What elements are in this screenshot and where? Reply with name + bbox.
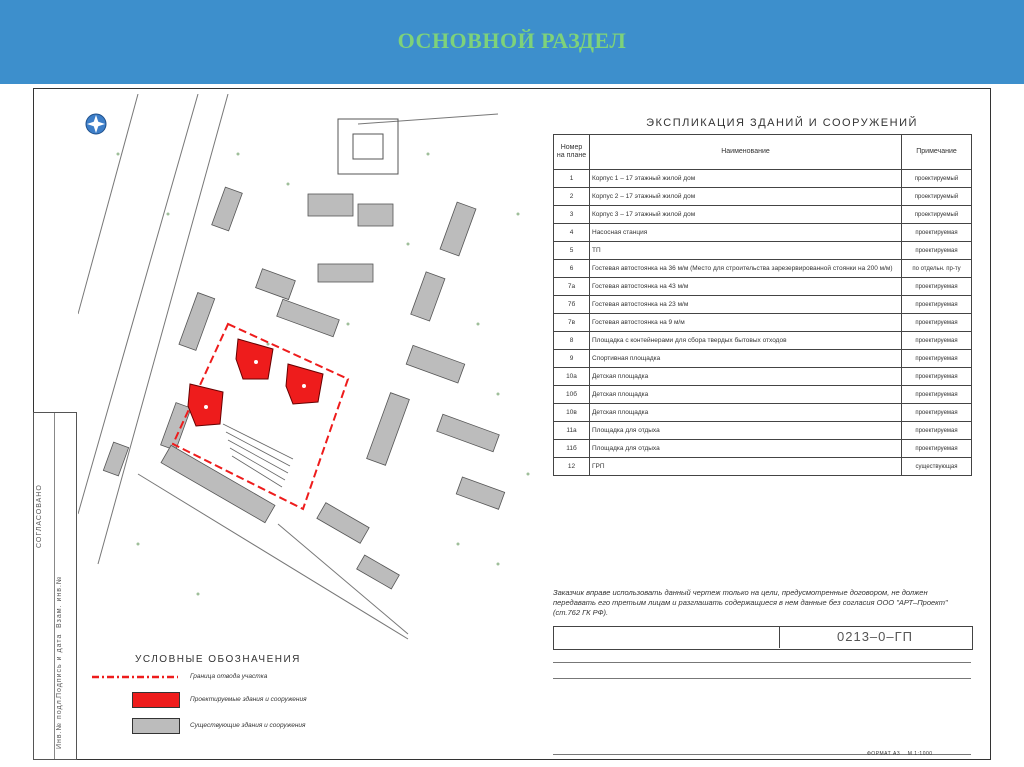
cell-note: проектируемая [902,440,972,458]
cell-name: Детская площадка [590,404,902,422]
cell-note: проектируемая [902,242,972,260]
legend-existing-label: Существующие здания и сооружения [190,722,306,729]
cell-num: 9 [554,350,590,368]
table-row [554,206,972,224]
legend-boundary-label: Граница отвода участка [190,673,268,680]
cell-name: Корпус 1 – 17 этажный жилой дом [590,170,902,188]
cell-num: 10б [554,386,590,404]
col-name-header: Наименование [590,135,902,170]
cell-note: по отдельн. пр-ту [902,260,972,278]
cell-name: Детская площадка [590,368,902,386]
cell-num: 7в [554,314,590,332]
cell-note: проектируемая [902,332,972,350]
table-row [554,278,972,296]
cell-name: Гостевая автостоянка на 43 м/м [590,278,902,296]
title-block [553,626,971,756]
table-row [554,242,972,260]
cell-note: проектируемый [902,206,972,224]
inv-label: Инв.№ подл. [56,696,63,749]
cell-name: ГРП [590,458,902,476]
cell-note: проектируемый [902,170,972,188]
building-3 [188,384,223,426]
cell-num: 4 [554,224,590,242]
cell-note: проектируемая [902,368,972,386]
cell-name: Гостевая автостоянка на 23 м/м [590,296,902,314]
table-row [554,314,972,332]
copyright-footnote: Заказчик вправе использовать данный чертеж только на цели, предусмотренные договором, не должен передавать его третьим лицам и разглашать содержащиеся в нем данные без согласия ООО "АРТ–Проект" (ст.762 ГК РФ). [553,588,948,617]
table-row [554,386,972,404]
legend-title: УСЛОВНЫЕ ОБОЗНАЧЕНИЯ [135,654,301,665]
cell-num: 7а [554,278,590,296]
site-plan-map [78,94,550,644]
format-label: ФОРМАТ А3 М 1:1000 [867,751,933,757]
cell-name: Площадка для отдыха [590,440,902,458]
cell-name: Спортивная площадка [590,350,902,368]
cell-name: Площадка для отдыха [590,422,902,440]
cell-num: 10в [554,404,590,422]
cell-name: Насосная станция [590,224,902,242]
cell-num: 12 [554,458,590,476]
explication-table [553,134,972,476]
table-row [554,350,972,368]
cell-note: проектируемая [902,350,972,368]
cell-note: проектируемая [902,422,972,440]
cell-name: ТП [590,242,902,260]
cell-note: проектируемая [902,404,972,422]
cell-name: Гостевая автостоянка на 36 м/м (Место для строительства зарезервированной стоянки на 200 м/м) [590,260,902,278]
explication-title: ЭКСПЛИКАЦИЯ ЗДАНИЙ И СООРУЖЕНИЙ [646,117,918,129]
cell-note: проектируемая [902,386,972,404]
col-note-header: Примечание [902,135,972,170]
table-row [554,368,972,386]
header-bar [0,0,1024,84]
boundary-line-swatch [92,672,182,682]
table-row [554,404,972,422]
table-row [554,422,972,440]
cell-note: проектируемый [902,188,972,206]
cell-num: 11а [554,422,590,440]
table-row [554,224,972,242]
cell-num: 11б [554,440,590,458]
table-row [554,458,972,476]
existing-swatch [132,718,180,734]
explication-block [553,112,971,476]
col-num-header: Номер на плане [554,135,590,170]
table-row [554,188,972,206]
cell-note: проектируемая [902,314,972,332]
table-row [554,332,972,350]
drawing-code: 0213–0–ГП [779,626,970,648]
cell-name: Корпус 2 – 17 этажный жилой дом [590,188,902,206]
cell-num: 8 [554,332,590,350]
cell-num: 10а [554,368,590,386]
table-row [554,260,972,278]
cell-num: 7б [554,296,590,314]
north-compass-icon [86,114,106,134]
cell-note: проектируемая [902,224,972,242]
replace-label: Взам. инв.№ [56,575,63,628]
cell-num: 6 [554,260,590,278]
table-row [554,170,972,188]
cell-num: 2 [554,188,590,206]
cell-note: проектируемая [902,296,972,314]
stamp-line [553,662,971,663]
approval-strip [33,412,77,760]
cell-num: 5 [554,242,590,260]
table-row [554,440,972,458]
cell-num: 1 [554,170,590,188]
sign-label: Подпись и дата [56,633,63,698]
cell-name: Корпус 3 – 17 этажный жилой дом [590,206,902,224]
page-title: ОСНОВНОЙ РАЗДЕЛ [397,28,627,53]
cell-num: 3 [554,206,590,224]
legend-designed-label: Проектируемые здания и сооружения [190,696,307,703]
table-row [554,296,972,314]
cell-name: Гостевая автостоянка на 9 м/м [590,314,902,332]
designed-swatch [132,692,180,708]
cell-name: Детская площадка [590,386,902,404]
cell-name: Площадка с контейнерами для сбора твердых бытовых отходов [590,332,902,350]
approved-label: СОГЛАСОВАНО [36,484,43,548]
strip-divider [54,413,55,759]
stamp-line [553,678,971,679]
cell-note: существующая [902,458,972,476]
cell-note: проектируемая [902,278,972,296]
